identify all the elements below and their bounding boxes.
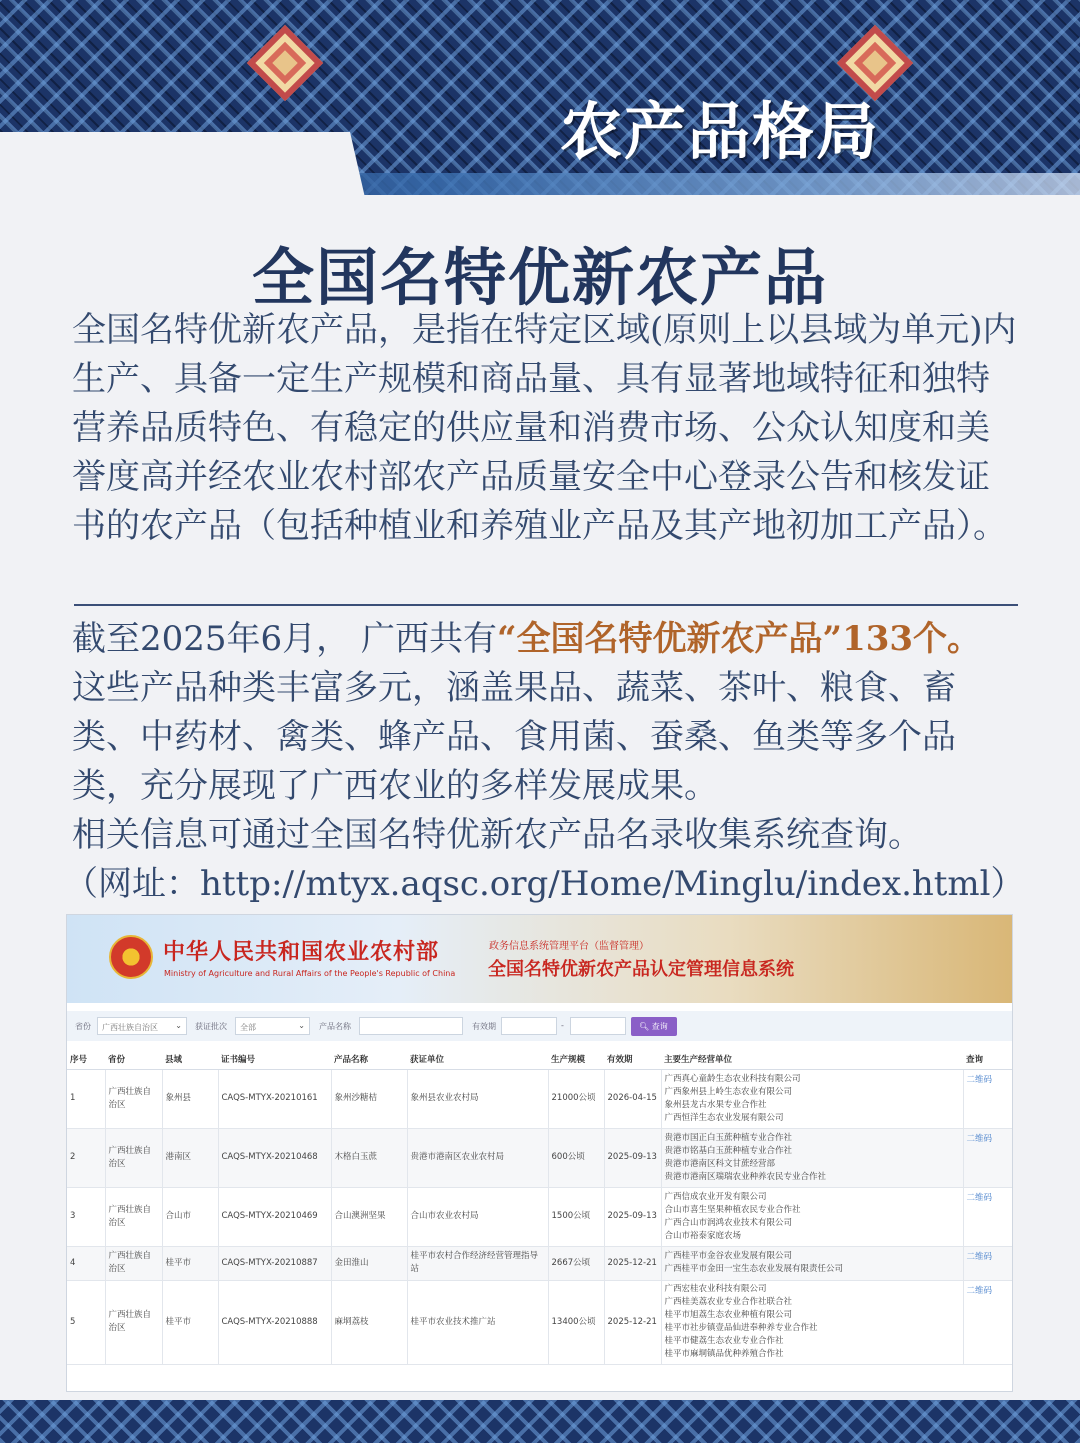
divider: [74, 604, 1018, 606]
system-screenshot: [66, 914, 1013, 1392]
column-header: 产品名称: [331, 1049, 407, 1069]
table-row: [67, 1280, 1013, 1364]
cert-number-cell: CAQS-MTYX-20210469: [218, 1187, 331, 1246]
qr-code-link[interactable]: 二维码: [963, 1280, 1013, 1364]
platform-name: 全国名特优新农产品认定管理信息系统: [488, 959, 794, 980]
operator-name: 广西桂平市金谷农业发展有限公司: [664, 1251, 793, 1261]
operator-name: 广西合山市润鸿农业技术有限公司: [664, 1217, 793, 1228]
product-name-cell: 麻垌荔枝: [331, 1280, 407, 1364]
province-label: 省份: [75, 1022, 91, 1031]
operator-name: 桂平市社步镇壹品仙进奉种养专业合作社: [664, 1323, 818, 1333]
operators-cell: [661, 1128, 963, 1187]
scale-cell: 1500公顷: [548, 1187, 604, 1246]
column-header: 省份: [105, 1049, 162, 1069]
batch-label: 获证批次: [195, 1022, 227, 1031]
operator-name: 合山市裕泰家庭农场: [664, 1230, 742, 1241]
header-notch: [0, 132, 366, 202]
column-header: 获证单位: [407, 1049, 548, 1069]
product-name-label: 产品名称: [319, 1022, 351, 1031]
product-name-cell: 象州沙糖桔: [331, 1069, 407, 1128]
operators-cell: [661, 1280, 963, 1364]
product-name-cell: 金田淮山: [331, 1246, 407, 1280]
table-row: [67, 1069, 1013, 1128]
province-cell: 广西壮族自治区: [105, 1069, 162, 1128]
operator-name: 广西象州县上岭生态农业有限公司: [664, 1086, 793, 1097]
validity-cell: 2025-09-13: [604, 1128, 661, 1187]
column-header: 主要生产经营单位: [661, 1049, 963, 1069]
table-row: [67, 1246, 1013, 1280]
ministry-name-cn: 中华人民共和国农业农村部: [163, 940, 440, 965]
province-cell: 广西壮族自治区: [105, 1128, 162, 1187]
footer-pattern-band: [0, 1400, 1080, 1443]
operator-name: 贵港市港南区科文甘蔗经营部: [664, 1158, 776, 1169]
row-number: 2: [67, 1128, 105, 1187]
validity-cell: 2025-12-21: [604, 1280, 661, 1364]
scale-cell: 13400公顷: [548, 1280, 604, 1364]
validity-label: 有效期: [472, 1022, 496, 1031]
operators-cell: [661, 1187, 963, 1246]
operator-name: 广西恒洋生态农业发展有限公司: [664, 1112, 784, 1123]
cert-number-cell: CAQS-MTYX-20210161: [218, 1069, 331, 1128]
operator-name: 广西桂美荔农业专业合作社联合社: [664, 1297, 793, 1307]
province-cell: 广西壮族自治区: [105, 1187, 162, 1246]
qr-code-link[interactable]: 二维码: [963, 1128, 1013, 1187]
chevron-down-icon: ⌄: [175, 1021, 182, 1030]
county-cell: 合山市: [162, 1187, 218, 1246]
product-name-cell: 合山澳洲坚果: [331, 1187, 407, 1246]
search-icon: 🔍︎: [639, 1022, 650, 1031]
summary-prefix: 截至2025年6月， 广西共有: [72, 619, 497, 659]
row-number: 4: [67, 1246, 105, 1280]
cert-holder-cell: 贵港市港南区农业农村局: [407, 1128, 548, 1187]
operator-name: 象州县龙古水果专业合作社: [664, 1099, 767, 1110]
operator-name: 合山市喜生坚果种植农民专业合作社: [664, 1204, 801, 1215]
cert-number-cell: CAQS-MTYX-20210468: [218, 1128, 331, 1187]
operators-cell: [661, 1246, 963, 1280]
system-banner: [67, 915, 1012, 1003]
ministry-name-en: Ministry of Agriculture and Rural Affairs of the People's Republic of China: [164, 969, 456, 978]
operator-name: 桂平市健荔生态农业专业合作社: [664, 1336, 784, 1346]
summary-highlight: “全国名特优新农产品”133个。: [496, 619, 982, 659]
summary-categories: 这些产品种类丰富多元，涵盖果品、蔬菜、茶叶、粮食、畜类、中药材、禽类、蜂产品、食用菌、蚕桑、鱼类等多个品类，充分展现了广西农业的多样发展成果。: [72, 668, 956, 806]
column-header: 有效期: [604, 1049, 661, 1069]
operator-name: 桂平市旭荔生态农业种植有限公司: [664, 1310, 793, 1320]
definition-paragraph: 全国名特优新农产品，是指在特定区域(原则上以县域为单元)内生产、具备一定生产规模和商品量、具有显著地域特征和独特营养品质特色、有稳定的供应量和消费市场、公众认知度和美誉度高并经农业农村部农产品质量安全中心登录公告和核发证书的农产品（包括种植业和养殖业产品及其产地初加工产品）。: [72, 310, 1017, 546]
row-number: 3: [67, 1187, 105, 1246]
cert-holder-cell: 象州县农业农村局: [407, 1069, 548, 1128]
scale-cell: 600公顷: [548, 1128, 604, 1187]
brand-title: 农产品格局: [560, 95, 881, 168]
county-cell: 桂平市: [162, 1246, 218, 1280]
operator-name: 广西信成农业开发有限公司: [664, 1191, 767, 1202]
cert-holder-cell: 桂平市农业技术推广站: [407, 1280, 548, 1364]
column-header: 证书编号: [218, 1049, 331, 1069]
province-cell: 广西壮族自治区: [105, 1246, 162, 1280]
column-header: 县域: [162, 1049, 218, 1069]
operator-name: 桂平市麻垌镇品优种养殖合作社: [664, 1349, 784, 1359]
qr-code-link[interactable]: 二维码: [963, 1246, 1013, 1280]
page-title: 全国名特优新农产品: [251, 241, 828, 314]
operator-name: 广西桂平市金田一宝生态农业发展有限责任公司: [664, 1264, 844, 1274]
operators-cell: [661, 1069, 963, 1128]
operator-name: 广西宏桂农业科技有限公司: [664, 1284, 767, 1294]
range-separator: -: [561, 1021, 564, 1030]
product-table: [67, 1049, 1013, 1365]
operator-name: 贵港市港南区瑞瑞农业种养农民专业合作社: [664, 1171, 827, 1182]
column-header: 查询: [963, 1049, 1013, 1069]
summary-count-line: [72, 615, 1022, 664]
province-cell: 广西壮族自治区: [105, 1280, 162, 1364]
validity-cell: 2025-09-13: [604, 1187, 661, 1246]
column-header: 生产规模: [548, 1049, 604, 1069]
column-header: 序号: [67, 1049, 105, 1069]
validity-start-input[interactable]: [501, 1017, 557, 1035]
table-row: [67, 1128, 1013, 1187]
platform-subtitle: 政务信息系统管理平台（监督管理）: [489, 941, 649, 952]
validity-end-input[interactable]: [570, 1017, 626, 1035]
cert-holder-cell: 桂平市农村合作经济经营管理指导站: [407, 1246, 548, 1280]
chevron-down-icon: ⌄: [298, 1021, 305, 1030]
validity-cell: 2026-04-15: [604, 1069, 661, 1128]
product-name-input[interactable]: [359, 1017, 463, 1035]
summary-url-note: （网址：http://mtyx.aqsc.org/Home/Minglu/index.html）: [64, 864, 1025, 904]
search-button[interactable]: 🔍︎ 查询: [631, 1017, 677, 1036]
national-emblem-icon: [109, 935, 153, 979]
qr-code-link[interactable]: 二维码: [963, 1069, 1013, 1128]
operator-name: 贵港市铭基白玉蔗种植专业合作社: [664, 1145, 793, 1156]
operator-name: 广西真心童龄生态农业科技有限公司: [664, 1073, 801, 1084]
product-name-cell: 木格白玉蔗: [331, 1128, 407, 1187]
scale-cell: 21000公顷: [548, 1069, 604, 1128]
county-cell: 港南区: [162, 1128, 218, 1187]
filter-bar: [67, 1011, 1013, 1041]
qr-code-link[interactable]: 二维码: [963, 1187, 1013, 1246]
county-cell: 象州县: [162, 1069, 218, 1128]
summary-query-note: 相关信息可通过全国名特优新农产品名录收集系统查询。: [72, 815, 922, 855]
county-cell: 桂平市: [162, 1280, 218, 1364]
batch-select[interactable]: 全部 ⌄: [235, 1017, 310, 1035]
cert-holder-cell: 合山市农业农村局: [407, 1187, 548, 1246]
row-number: 5: [67, 1280, 105, 1364]
row-number: 1: [67, 1069, 105, 1128]
summary-block: [64, 615, 1025, 909]
table-header-row: [67, 1049, 1013, 1069]
cert-number-cell: CAQS-MTYX-20210888: [218, 1280, 331, 1364]
scale-cell: 2667公顷: [548, 1246, 604, 1280]
table-row: [67, 1187, 1013, 1246]
validity-cell: 2025-12-21: [604, 1246, 661, 1280]
cert-number-cell: CAQS-MTYX-20210887: [218, 1246, 331, 1280]
province-select[interactable]: 广西壮族自治区 ⌄: [97, 1017, 187, 1035]
operator-name: 贵港市国正白玉蔗种植专业合作社: [664, 1132, 793, 1143]
